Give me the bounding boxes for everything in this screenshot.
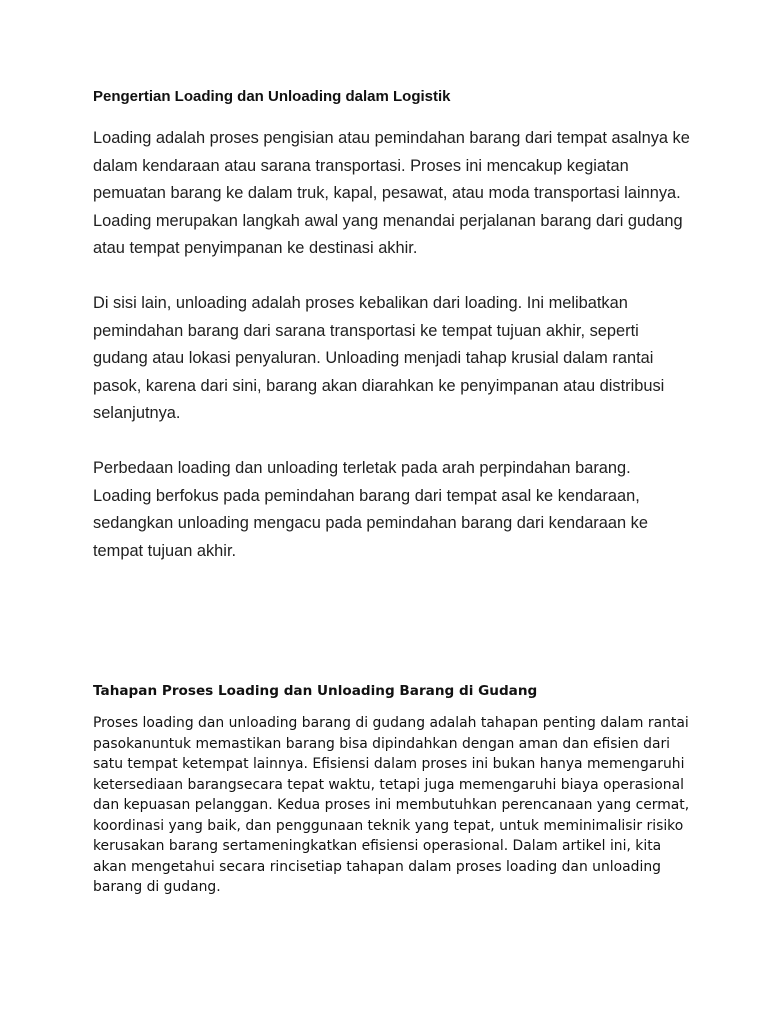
section-loading-definition — [93, 86, 693, 593]
paragraph-process-intro: Proses loading dan unloading barang di gudang adalah tahapan penting dalam rantai pasokanuntuk memastikan barang bisa dipindahkan dengan aman dan efisien dari satu tempat ketempat lainnya. Efisiensi dalam proses ini bukan hanya memengaruhi ketersediaan barangsecara tepat waktu, tetapi juga memengaruhi biaya operasional dan kepuasan pelanggan. Kedua proses ini membutuhkan perencanaan yang cermat, koordinasi yang baik, dan penggunaan teknik yang tepat, untuk meminimalisir risiko kerusakan barang sertameningkatkan efisiensi operasional. Dalam artikel ini, kita akan mengetahui secara rincisetiap tahapan dalam proses loading dan unloading barang di gudang. — [93, 715, 690, 895]
section-process-stages — [93, 681, 693, 898]
paragraph-loading: Loading adalah proses pengisian atau pemindahan barang dari tempat asalnya ke dalam kendaraan atau sarana transportasi. Proses ini mencakup kegiatan pemuatan barang ke dalam truk, kapal, pesawat, atau moda transportasi lainnya. Loading merupakan langkah awal yang menandai perjalanan barang dari gudang atau tempat penyimpanan ke destinasi akhir. — [93, 129, 690, 257]
section-heading: Pengertian Loading dan Unloading dalam Logistik — [93, 88, 451, 105]
paragraph-unloading: Di sisi lain, unloading adalah proses kebalikan dari loading. Ini melibatkan pemindahan barang dari sarana transportasi ke tempat tujuan akhir, seperti gudang atau lokasi penyaluran. Unloading menjadi tahap krusial dalam rantai pasok, karena dari sini, barang akan diarahkan ke penyimpanan atau distribusi selanjutnya. — [93, 294, 665, 422]
paragraph-difference: Perbedaan loading dan unloading terletak pada arah perpindahan barang. Loading berfokus pada pemindahan barang dari tempat asal ke kendaraan, sedangkan unloading mengacu pada pemindahan barang dari kendaraan ke tempat tujuan akhir. — [93, 459, 648, 560]
section-heading: Tahapan Proses Loading dan Unloading Barang di Gudang — [93, 683, 538, 699]
